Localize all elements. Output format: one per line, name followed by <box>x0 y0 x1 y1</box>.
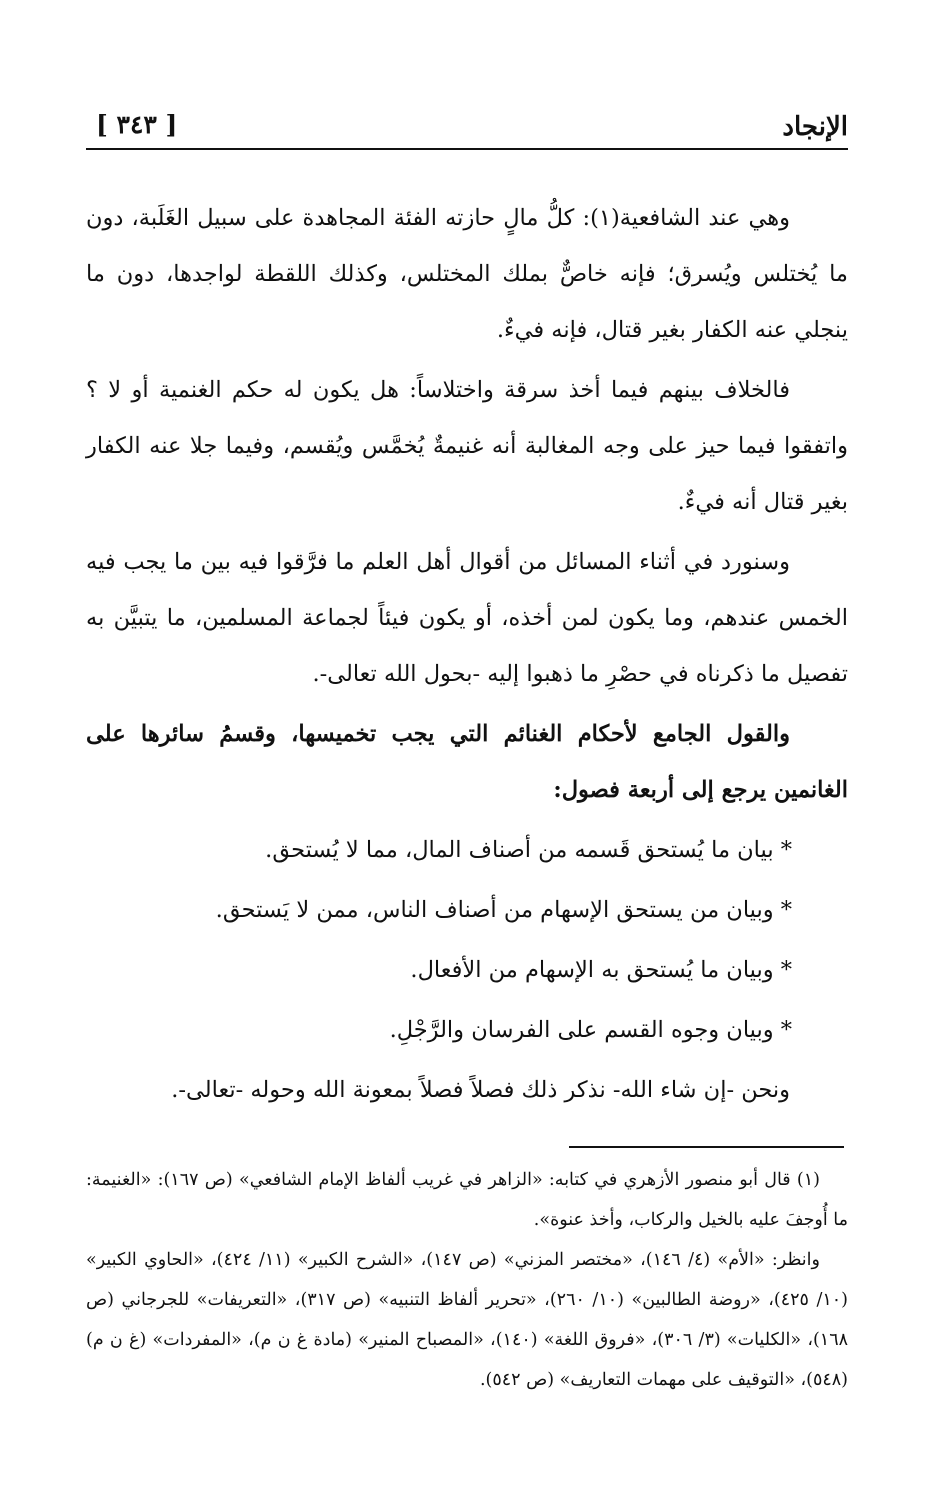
bullet-item-2: * وبيان من يستحق الإسهام من أصناف الناس، ممن لا يَستحق. <box>215 897 792 923</box>
footnote-separator <box>569 1146 844 1148</box>
main-text <box>86 190 848 1118</box>
paragraph-disagreement: فالخلاف بينهم فيما أخذ سرقة واختلاساً: هل يكون له حكم الغنمية أو لا ؟ واتفقوا فيما حيز على وجه المغالبة أنه غنيمةٌ يُخمَّس ويُقسم، وفيما جلا عنه الكفار بغير قتال أنه فيءٌ. <box>86 377 848 515</box>
footnote-references: وانظر: «الأم» (٤/ ١٤٦)، «مختصر المزني» (ص ١٤٧)، «الشرح الكبير» (١١/ ٤٢٤)، «الحاوي الكبير» (١٠/ ٤٢٥)، «روضة الطالبين» (١٠/ ٢٦٠)، «تحرير ألفاظ التنبيه» (ص ٣١٧)، «التعريفات» للجرجاني (ص ١٦٨)، «الكليات» (٣/ ٣٠٦)، «فروق اللغة» (١٤٠)، «المصباح المنير» (مادة غ ن م)، «المفردات» (غ ن م) (٥٤٨)، «التوقيف على مهمات التعاريف» (ص ٥٤٢). <box>86 1250 848 1390</box>
page-header <box>86 104 848 148</box>
bullet-item-3: * وبيان ما يُستحق به الإسهام من الأفعال. <box>410 957 792 983</box>
footnotes <box>86 1160 848 1400</box>
bullet-item-4: * وبيان وجوه القسم على الفرسان والرَّجْلِ. <box>389 1017 792 1043</box>
paragraph-four-chapters: والقول الجامع لأحكام الغنائم التي يجب تخميسها، وقسمُ سائرها على الغانمين يرجع إلى أربعة فصول: <box>86 721 848 803</box>
paragraph-closing: ونحن -إن شاء الله- نذكر ذلك فصلاً فصلاً بمعونة الله وحوله -تعالى-. <box>171 1077 790 1103</box>
paragraph-definition: وهي عند الشافعية(١): كلُّ مالٍ حازته الفئة المجاهدة على سبيل الغَلَبة، دون ما يُختلس ويُسرق؛ فإنه خاصٌّ بملك المختلس، وكذلك اللقطة لواجدها، دون ما ينجلي عنه الكفار بغير قتال، فإنه فيءٌ. <box>86 205 848 343</box>
paragraph-outline: وسنورد في أثناء المسائل من أقوال أهل العلم ما فرَّقوا فيه بين ما يجب فيه الخمس عندهم، وما يكون لمن أخذه، أو يكون فيئاً لجماعة المسلمين، ما يتبيَّن به تفصيل ما ذكرناه في حصْرِ ما ذهبوا إليه -بحول الله تعالى-. <box>86 549 848 687</box>
running-title: الإنجاد <box>782 112 848 142</box>
header-rule <box>86 148 848 150</box>
bullet-item-1: * بيان ما يُستحق قَسمه من أصناف المال، مما لا يُستحق. <box>265 837 792 863</box>
footnote-1: (١) قال أبو منصور الأزهري في كتابه: «الزاهر في غريب ألفاظ الإمام الشافعي» (ص ١٦٧): «الغنيمة: ما أُوجفَ عليه بالخيل والركاب، وأخذ عنوة». <box>86 1170 848 1230</box>
page-number: [ ٣٤٣ ] <box>96 110 178 139</box>
